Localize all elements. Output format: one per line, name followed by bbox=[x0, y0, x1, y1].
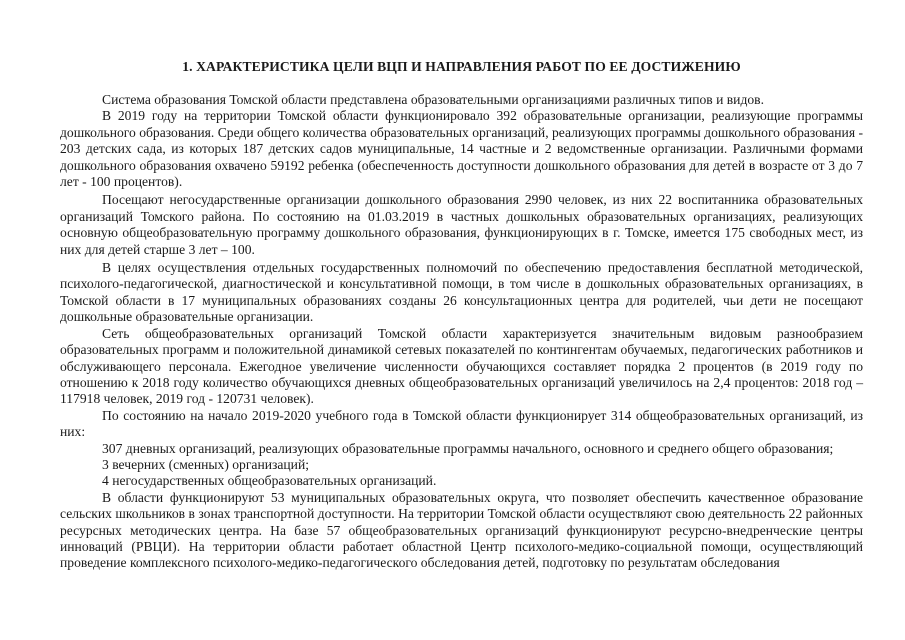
list-item-private-schools: 4 негосударственных общеобразовательных организаций. bbox=[102, 473, 437, 489]
document-page bbox=[60, 58, 863, 572]
paragraph-preschool-count: В 2019 году на территории Томской области функционировало 392 образовательные организации, реализующие программы дошкольного образования. Среди общего количества образовательных организаций, реализующих программы дошкольного образования - 203 детских сада, из которых 187 детских садов муниципальные, 14 частные и 2 ведомственные организации. Различными формами дошкольного образования охвачено 59192 ребенка (обеспеченность доступности дошкольного образования для детей в возрасте от 3 до 7 лет - 100 процентов). bbox=[60, 108, 864, 190]
list-item-day-schools: 307 дневных организаций, реализующих образовательные программы начального, основного и среднего общего образования; bbox=[102, 440, 834, 456]
list-item-evening-schools: 3 вечерних (сменных) организаций; bbox=[102, 456, 309, 472]
paragraph-consulting-centers: В целях осуществления отдельных государственных полномочий по обеспечению предоставления бесплатной методической, психолого-педагогической, диагностической и консультативной помощи, в том числе в дошкольных образовательных организациях, в Томской области в 17 муниципальных образованиях созданы 26 консультационных центра для родителей, чьи дети не посещают дошкольные образовательные организации. bbox=[60, 260, 863, 325]
paragraph-private-preschool: Посещают негосударственные организации дошкольного образования 2990 человек, из них 22 воспитанника образовательных организаций Томского района. По состоянию на 01.03.2019 в частных дошкольных образовательных организациях, реализующих основную общеобразовательную программу дошкольного образования, функционирующих в г. Томске, имеется 175 свободных мест, из них для детей старше 3 лет – 100. bbox=[60, 192, 863, 257]
paragraph-school-network: Сеть общеобразовательных организаций Томской области характеризуется значительным видовым разнообразием образовательных программ и положительной динамикой сетевых показателей по контингентам обучаемых, педагогических работников и обслуживающего персонала. Ежегодное увеличение численности обучающихся составляет порядка 2 процентов (в 2019 году по отношению к 2018 году количество обучающихся дневных общеобразовательных организаций увеличилось на 2,4 процентов: 2018 год – 117918 человек, 2019 год - 120731 человек). bbox=[60, 325, 863, 407]
section-heading: 1. ХАРАКТЕРИСТИКА ЦЕЛИ ВЦП И НАПРАВЛЕНИЯ РАБОТ ПО ЕЕ ДОСТИЖЕНИЮ bbox=[182, 59, 741, 74]
paragraph-intro: Система образования Томской области представлена образовательными организациями различных типов и видов. bbox=[102, 92, 764, 107]
paragraph-educational-districts: В области функционируют 53 муниципальных образовательных округа, что позволяет обеспечить качественное образование сельских школьников в зонах транспортной доступности. На территории Томской области осуществляют свою деятельность 22 районных ресурсных методических центра. На базе 57 общеобразовательных организаций функционируют ресурсно-внедренческие центры инноваций (РВЦИ). На территории области работает областной Центр психолого-медико-социальной помощи, осуществляющий проведение комплексного психолого-медико-педагогического обследования детей, подготовку по результатам обследования bbox=[60, 489, 863, 571]
paragraph-school-year: По состоянию на начало 2019-2020 учебного года в Томской области функционирует 314 общеобразовательных организаций, из них: bbox=[60, 407, 863, 440]
